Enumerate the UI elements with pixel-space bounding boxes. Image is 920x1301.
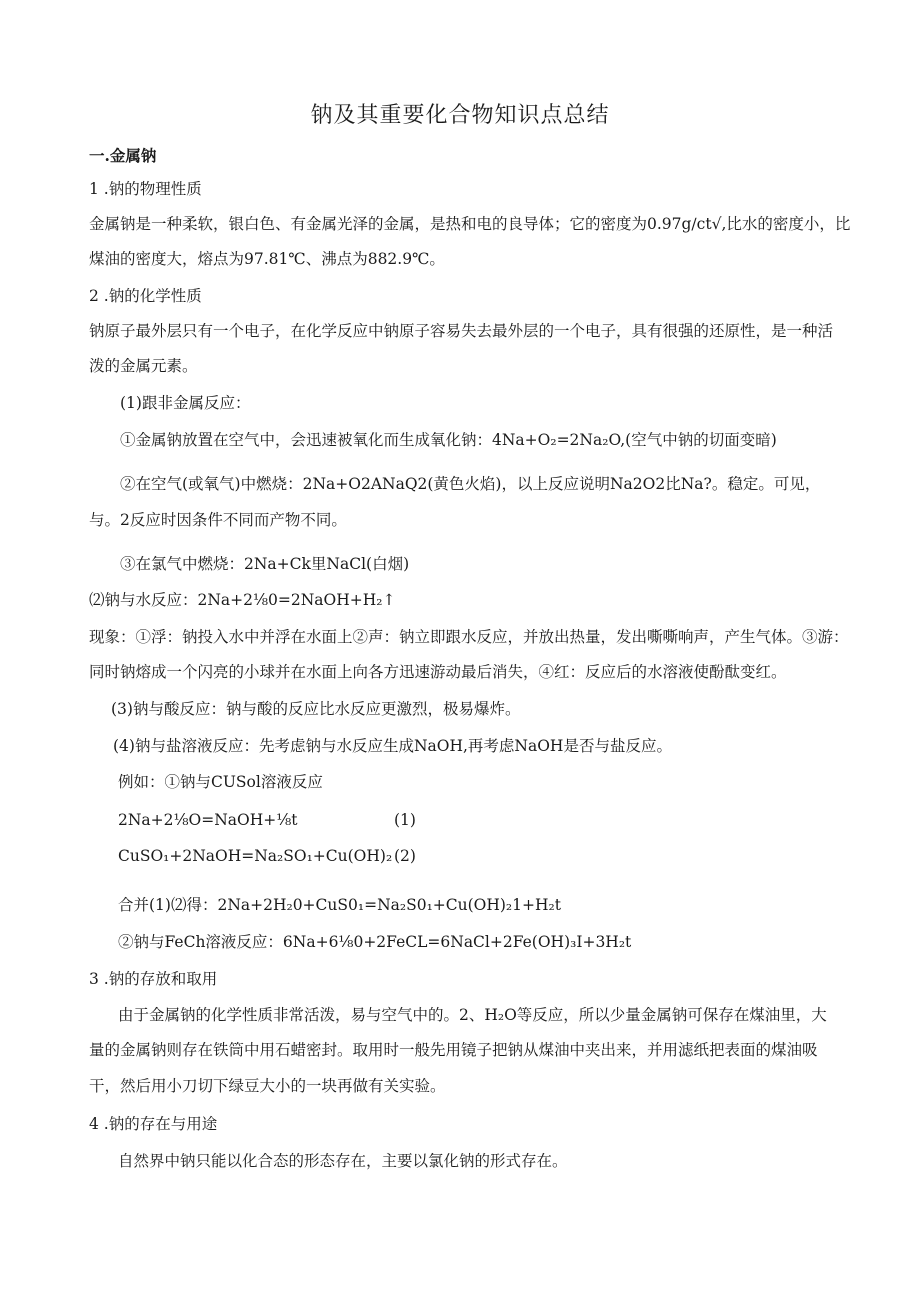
equation-2-tag: (2) [394,847,416,865]
paragraph-phenomenon-line-2: 同时钠熔成一个闪亮的小球并在水面上向各方迅速游动最后消失，④红：反应后的水溶液使酚酞变红。 [89,663,787,681]
paragraph-existence: 自然界中钠只能以化合态的形态存在，主要以氯化钠的形式存在。 [118,1152,568,1170]
subheading-chemical-properties: 2 .钠的化学性质 [89,287,202,305]
paragraph-phenomenon-line-1: 现象：①浮：钠投入水中并浮在水面上②声：钠立即跟水反应，并放出热量，发出嘶嘶响声，产生气体。③游： [89,628,849,646]
subheading-storage: 3 .钠的存放和取用 [89,970,218,988]
item-nonmetal-combustion: ②在空气(或氧气)中燃烧：2Na+O2ANaQ2(黄色火焰)，以上反应说明Na2O2比Na?。稳定。可见， [120,475,821,493]
item-nonmetal-chlorine: ③在氯气中燃烧：2Na+Ck里NaCl(白烟) [120,555,410,573]
equation-ferric-chloride: ②钠与FeCh溶液反应：6Na+6⅛0+2FeCL=6NaCl+2Fe(OH)₃I+3H₂t [118,933,632,951]
subheading-physical-properties: 1 .钠的物理性质 [89,180,202,198]
heading-salt-reaction: (4)钠与盐溶液反应：先考虑钠与水反应生成NaOH,再考虑NaOH是否与盐反应。 [113,737,672,755]
heading-nonmetal-reaction: (1)跟非金属反应： [120,394,251,412]
equation-1-tag: (1) [394,811,416,829]
paragraph-physical-line-2: 煤油的密度大，熔点为97.81℃、沸点为882.9℃。 [89,250,445,268]
example-copper-sulfate: 例如：①钠与CUSol溶液反应 [118,773,323,791]
paragraph-storage-line-3: 干，然后用小刀切下绿豆大小的一块再做有关实验。 [89,1077,446,1095]
item-nonmetal-combustion-cont: 与。2反应时因条件不同而产物不同。 [89,511,347,529]
paragraph-storage-line-2: 量的金属钠则存在铁筒中用石蜡密封。取用时一般先用镜子把钠从煤油中夹出来，并用滤纸把表面的煤油吸 [89,1041,818,1059]
heading-acid-reaction: (3)钠与酸反应：钠与酸的反应比水反应更激烈，极易爆炸。 [111,700,521,718]
paragraph-storage-line-1: 由于金属钠的化学性质非常活泼，易与空气中的。2、H₂O等反应，所以少量金属钠可保存在煤油里，大 [118,1006,827,1024]
paragraph-physical-line-1: 金属钠是一种柔软，银白色、有金属光泽的金属，是热和电的良导体；它的密度为0.97g∕ct√,比水的密度小，比 [89,215,851,233]
section-heading-metal-sodium: 一.金属钠 [89,146,157,165]
paragraph-chemical-line-1: 钠原子最外层只有一个电子，在化学反应中钠原子容易失去最外层的一个电子，具有很强的还原性，是一种活 [89,322,834,340]
equation-1: 2Na+2⅛O=NaOH+⅛t [118,811,298,829]
equation-2: CuSO₁+2NaOH=Na₂SO₁+Cu(OH)₂ [118,847,393,865]
item-nonmetal-air: ①金属钠放置在空气中，会迅速被氧化而生成氧化钠：4Na+O₂=2Na₂O,(空气中钠的切面变暗) [120,431,777,449]
subheading-existence: 4 .钠的存在与用途 [89,1115,218,1133]
heading-water-reaction: ⑵钠与水反应：2Na+2⅛0=2NaOH+H₂↑ [89,591,396,609]
paragraph-chemical-line-2: 泼的金属元素。 [89,357,198,375]
equation-combined: 合并(1)⑵得：2Na+2H₂0+CuS0₁=Na₂S0₁+Cu(OH)₂1+H₂t [118,896,561,914]
page-title: 钠及其重要化合物知识点总结 [310,103,610,128]
